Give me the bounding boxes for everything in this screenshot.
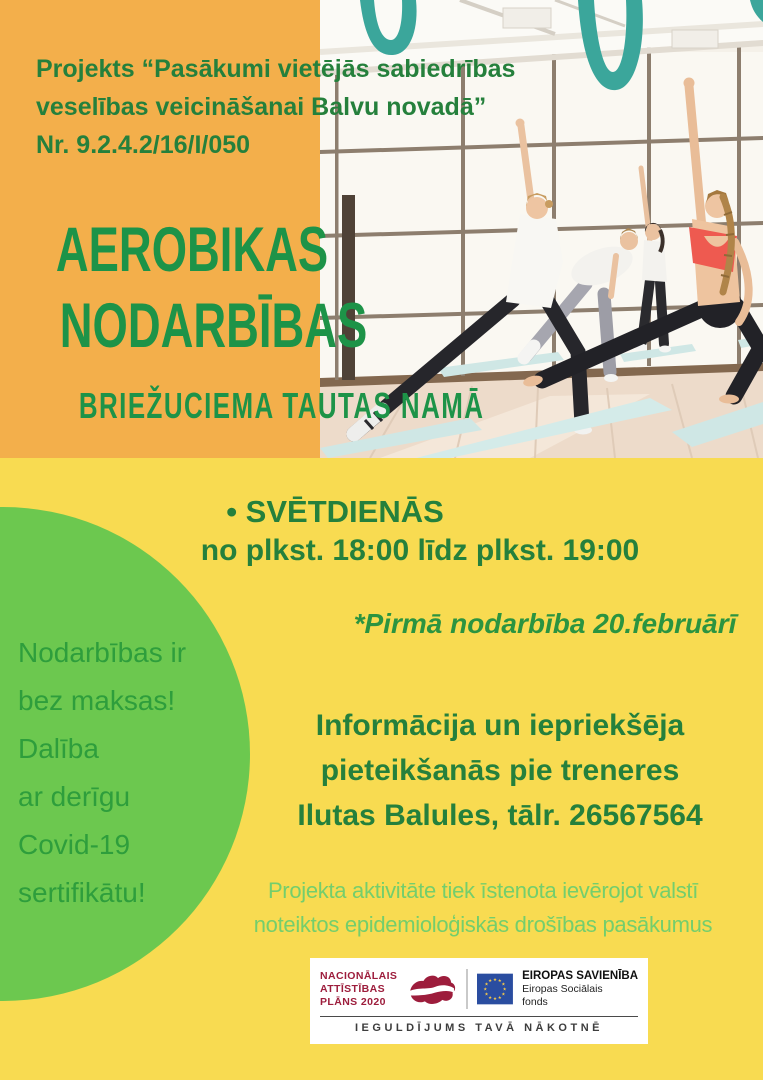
info-phone: Ilutas Balules, tālr. 26567564: [297, 799, 703, 832]
ceiling-vent: [672, 30, 718, 48]
ceiling-vent: [503, 8, 551, 28]
circle-note-line: Dalība: [18, 733, 99, 764]
project-header: [36, 50, 515, 164]
title-line-1: AEROBIKAS: [56, 215, 329, 285]
svg-text:★: ★: [498, 995, 503, 1001]
info-line: pieteikšanās pie treneres: [320, 754, 680, 787]
circle-note-line: sertifikātu!: [18, 877, 146, 908]
svg-text:★: ★: [488, 995, 493, 1001]
svg-text:★: ★: [483, 987, 488, 993]
free-participation-note: [18, 629, 186, 917]
svg-text:★: ★: [484, 982, 489, 988]
eu-flag-icon: [477, 969, 513, 1009]
project-line: Projekts “Pasākumi vietējās sabiedrības: [36, 55, 516, 83]
safety-disclaimer: [248, 874, 718, 942]
circle-note-line: bez maksas!: [18, 685, 176, 716]
info-line: Informācija un iepriekšēja: [315, 709, 685, 742]
schedule-day: • SVĒTDIENĀS: [226, 494, 444, 529]
title-line-2: NODARBĪBAS: [59, 291, 368, 361]
first-class-note: *Pirmā nodarbība 20.februārī: [353, 608, 737, 639]
svg-text:★: ★: [498, 979, 503, 985]
national-plan-label: NACIONĀLAIS ATTĪSTĪBAS PLĀNS 2020: [320, 969, 398, 1008]
logo-rule: [320, 1016, 638, 1017]
circle-note-line: Nodarbības ir: [18, 637, 187, 668]
contact-info: [265, 703, 735, 838]
svg-text:★: ★: [484, 992, 489, 998]
svg-text:★: ★: [493, 977, 498, 983]
project-number: Nr. 9.2.4.2/16/I/050: [36, 131, 251, 159]
disclaimer-line: Projekta aktivitāte tiek īstenota ievērojot valstī: [267, 878, 699, 903]
svg-text:★: ★: [501, 992, 506, 998]
disclaimer-line: noteiktos epidemioloģiskās drošības pasākumus: [253, 912, 713, 937]
latvia-ribbon-icon: [406, 967, 457, 1011]
svg-text:★: ★: [502, 987, 507, 993]
circle-note-line: ar derīgu: [18, 781, 131, 812]
svg-text:★: ★: [501, 982, 506, 988]
green-circle: [0, 507, 250, 1001]
venue-subtitle: BRIEŽUCIEMA TAUTAS NAMĀ: [78, 385, 485, 426]
logo-divider: [466, 969, 468, 1009]
svg-text:★: ★: [493, 997, 498, 1003]
svg-text:★: ★: [488, 979, 493, 985]
schedule-time: no plkst. 18:00 līdz plkst. 19:00: [200, 534, 640, 567]
eu-fund-label: EIROPAS SAVIENĪBA Eiropas Sociālais fonds: [522, 969, 638, 1008]
funding-logos: [310, 958, 648, 1044]
circle-note-line: Covid-19: [18, 829, 131, 860]
investment-caption: IEGULDĪJUMS TAVĀ NĀKOTNĒ: [355, 1022, 603, 1034]
project-line: veselības veicināšanai Balvu novadā”: [36, 93, 487, 121]
page-title: [0, 212, 385, 364]
